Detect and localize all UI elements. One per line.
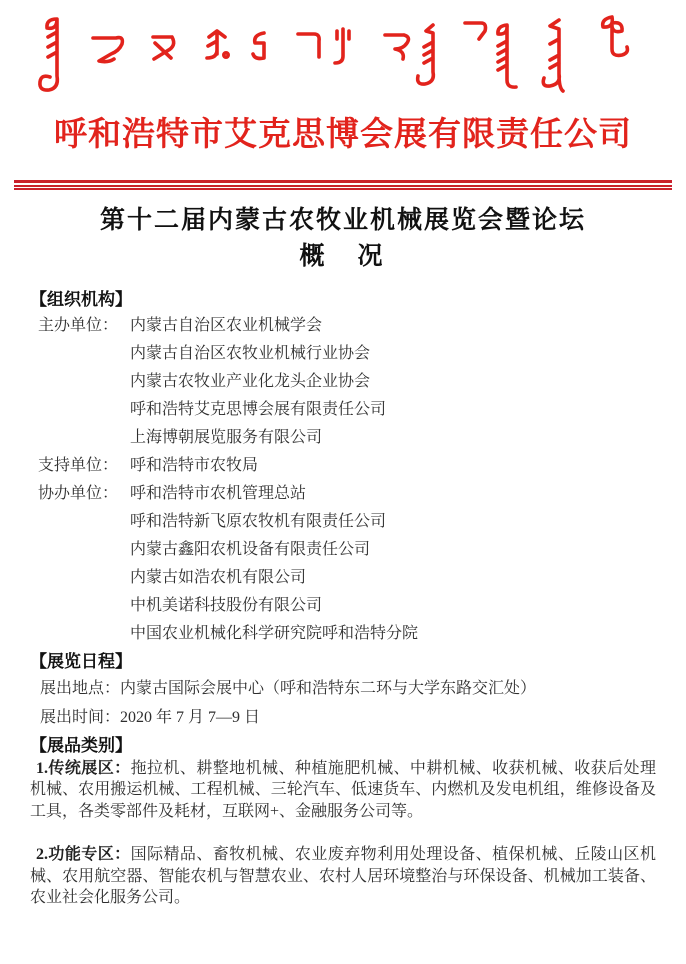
mongolian-glyph: [498, 25, 516, 87]
org-items: [130, 480, 656, 648]
schedule-row-location: [30, 674, 656, 703]
category-text: 国际精品、畜牧机械、农业废弃物利用处理设备、植保机械、丘陵山区机械、农用航空器、智能农机与智慧农业、农村人居环境整治与环保设备、机械加工装备、农业社会化服务公司。: [30, 846, 656, 906]
org-item: 内蒙古如浩农机有限公司: [130, 568, 307, 586]
document-title: 第十二届内蒙古农牧业机械展览会暨论坛: [99, 206, 586, 234]
schedule-label: 展出地点：: [40, 679, 121, 697]
org-item: 中机美诺科技股份有限公司: [130, 596, 323, 614]
mongolian-glyph: [418, 25, 434, 84]
letterhead-rule: [14, 180, 672, 190]
mongolian-script-banner: [37, 14, 649, 104]
org-item: 内蒙古农牧业产业化龙头企业协会: [130, 372, 371, 390]
category-label: 1.传统展区：: [36, 759, 131, 777]
mongolian-glyph: [253, 33, 264, 59]
category-paragraph-functional: [30, 844, 656, 909]
org-items: [130, 312, 656, 452]
category-paragraph-traditional: [30, 758, 656, 823]
org-item: 内蒙古自治区农业机械学会: [130, 316, 323, 334]
org-item: 呼和浩特新飞原农牧机有限责任公司: [130, 512, 387, 530]
schedule-row-dates: [30, 703, 656, 732]
org-item: 内蒙古鑫阳农机设备有限责任公司: [130, 540, 371, 558]
org-items: [130, 452, 656, 480]
org-item: 呼和浩特艾克思博会展有限责任公司: [130, 400, 387, 418]
org-item: 呼和浩特市农牧局: [130, 456, 259, 474]
org-group-label: 协办单位：: [38, 484, 119, 502]
mongolian-glyph: [543, 20, 563, 91]
org-item: 内蒙古自治区农牧业机械行业协会: [130, 344, 371, 362]
mongolian-glyph: [465, 23, 486, 39]
schedule-label: 展出时间：: [40, 708, 121, 726]
mongolian-glyph: [207, 31, 228, 58]
rule-thin-line: [14, 188, 672, 190]
schedule-value: 内蒙古国际会展中心（呼和浩特东二环与大学东路交汇处）: [120, 679, 537, 697]
mongolian-glyph: [153, 37, 174, 59]
category-text: 拖拉机、耕整地机械、种植施肥机械、中耕机械、收获机械、收获后处理机械、农用搬运机械、工程机械、三轮汽车、低速货车、内燃机及发电机组，维修设备及工具，各类零部件及耗材，互联网+、金融服务公司等。: [30, 759, 656, 820]
company-name: 呼和浩特市艾克思博会展有限责任公司: [54, 115, 632, 152]
document-subtitle: 概 况: [299, 242, 387, 270]
org-item: 呼和浩特市农机管理总站: [130, 484, 307, 502]
org-item: 中国农业机械化科学研究院呼和浩特分院: [130, 624, 419, 642]
mongolian-glyph: [335, 29, 349, 63]
org-group-coorganizers: [30, 480, 656, 648]
mongolian-glyph: [40, 19, 57, 90]
org-group-label: 支持单位：: [38, 456, 119, 474]
document-page: [0, 14, 686, 964]
mongolian-glyph: [93, 38, 122, 62]
section-heading-schedule: 【展览日程】: [30, 651, 132, 671]
mongolian-glyph: [385, 35, 408, 59]
category-label: 2.功能专区：: [36, 846, 131, 863]
section-heading-categories: 【展品类别】: [30, 735, 132, 755]
org-group-hosts: [30, 312, 656, 452]
org-item: 上海博朝展览服务有限公司: [130, 428, 323, 446]
schedule-value: 2020 年 7 月 7—9 日: [120, 708, 261, 726]
org-group-supporters: [30, 452, 656, 480]
section-heading-organization: 【组织机构】: [30, 289, 132, 309]
mongolian-glyph: [298, 34, 319, 57]
org-group-label: 主办单位：: [38, 316, 119, 334]
mongolian-glyph: [603, 17, 628, 55]
